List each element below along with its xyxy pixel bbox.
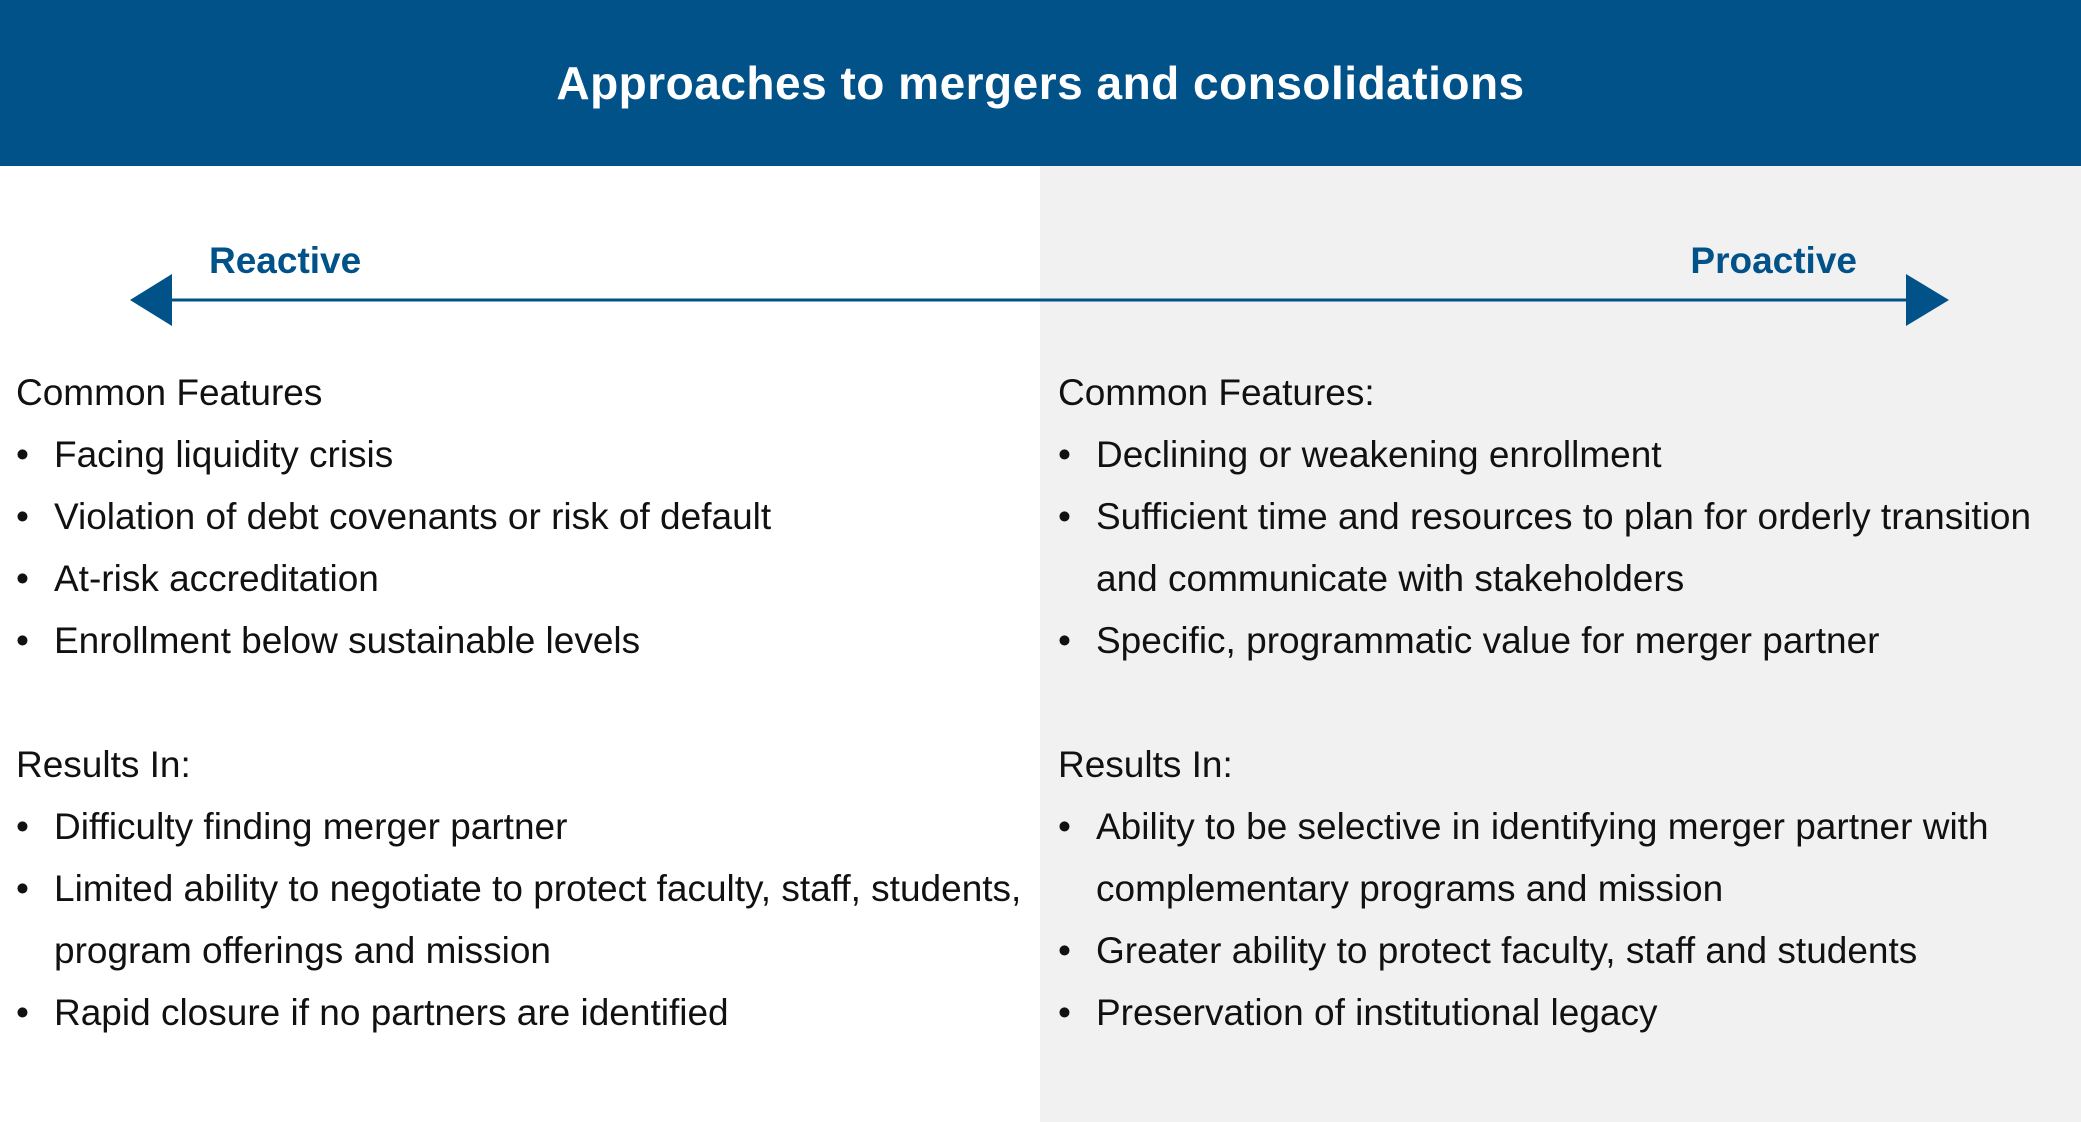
list-item: • Specific, programmatic value for merger partner <box>1058 620 1880 661</box>
right-arrow-head <box>1906 274 1949 326</box>
list-item: • Limited ability to negotiate to protect faculty, staff, students, program offerings and mission <box>16 868 1022 971</box>
reactive-label: Reactive <box>209 240 362 281</box>
reactive-results-list <box>16 796 1036 1044</box>
proactive-results-list <box>1058 796 2073 1044</box>
list-item: • Preservation of institutional legacy <box>1058 992 1658 1033</box>
reactive-features-list <box>16 424 1036 672</box>
proactive-features-heading: Common Features: <box>1058 372 1375 413</box>
list-item: • Enrollment below sustainable levels <box>16 620 641 661</box>
list-item: • Ability to be selective in identifying merger partner with complementary programs and mission <box>1058 806 1989 909</box>
left-arrow-head <box>130 274 172 326</box>
proactive-column <box>1058 362 2073 1044</box>
list-item: • At-risk accreditation <box>16 558 379 599</box>
list-item: • Rapid closure if no partners are identified <box>16 992 729 1033</box>
list-item: • Greater ability to protect faculty, staff and students <box>1058 930 1918 971</box>
reactive-features-heading: Common Features <box>16 372 323 413</box>
list-item: • Difficulty finding merger partner <box>16 806 568 847</box>
list-item: • Declining or weakening enrollment <box>1058 434 1662 475</box>
list-item: • Violation of debt covenants or risk of default <box>16 496 772 537</box>
proactive-features-list <box>1058 424 2073 672</box>
page-title: Approaches to mergers and consolidations <box>556 57 1525 109</box>
reactive-results-heading: Results In: <box>16 744 191 785</box>
proactive-results-heading: Results In: <box>1058 744 1233 785</box>
list-item: • Facing liquidity crisis <box>16 434 394 475</box>
proactive-label: Proactive <box>1690 240 1857 281</box>
list-item: • Sufficient time and resources to plan for orderly transition and communicate with stakeholders <box>1058 496 2032 599</box>
reactive-column <box>16 362 1036 1044</box>
